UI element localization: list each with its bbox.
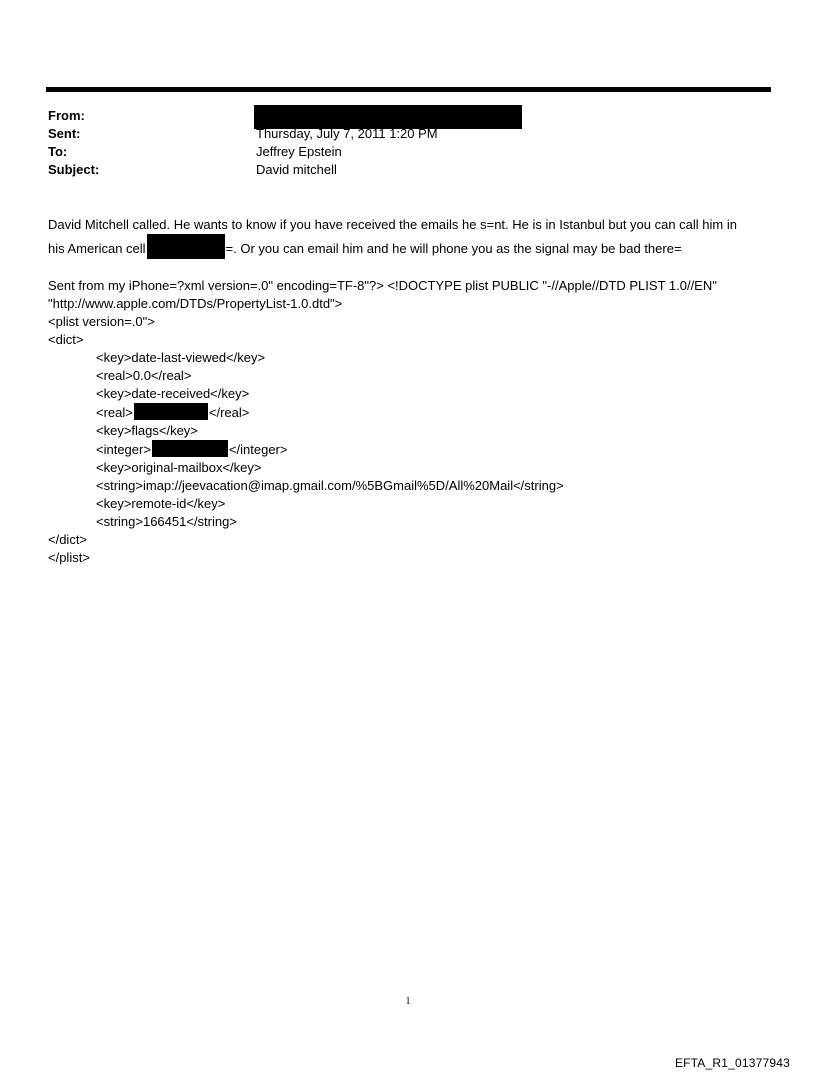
redacted-phone-number <box>147 234 225 259</box>
plist-open: <plist version=.0"> <box>48 314 155 329</box>
value-real-zero: <real>0.0</real> <box>96 368 192 383</box>
value-real-redacted <box>48 403 778 422</box>
from-label: From: <box>48 108 85 123</box>
subject-value: David mitchell <box>256 162 337 177</box>
real-open-tag: <real> <box>96 405 133 420</box>
value-mailbox: <string>imap://jeevacation@imap.gmail.com/%5BGmail%5D/All%20Mail</string> <box>96 478 564 493</box>
key-flags: <key>flags</key> <box>96 423 198 438</box>
signature-line: Sent from my iPhone=?xml version=.0" encoding=TF-8"?> <!DOCTYPE plist PUBLIC "-//Apple//DTD PLIST 1.0//EN" <box>48 278 717 293</box>
page-number: 1 <box>405 996 411 1007</box>
integer-close-tag: </integer> <box>228 442 288 457</box>
key-date-received: <key>date-received</key> <box>96 386 250 401</box>
document-id: EFTA_R1_01377943 <box>674 1056 790 1070</box>
sent-label: Sent: <box>48 126 81 141</box>
value-remote-id: <string>166451</string> <box>96 514 237 529</box>
message-line-1: David Mitchell called. He wants to know if you have received the emails he s=nt. He is in Istanbul but you can call him in <box>48 217 737 232</box>
dict-close: </dict> <box>48 532 88 547</box>
redacted-date-value <box>134 403 208 420</box>
doctype-url-line: "http://www.apple.com/DTDs/PropertyList-1.0.dtd"> <box>48 296 343 311</box>
dict-open: <dict> <box>48 332 84 347</box>
to-value: Jeffrey Epstein <box>256 144 342 159</box>
plist-close: </plist> <box>48 550 90 565</box>
header-rule <box>46 87 771 92</box>
sent-value: Thursday, July 7, 2011 1:20 PM <box>256 126 438 141</box>
message-line-2-end: =. Or you can email him and he will phone you as the signal may be bad there= <box>225 241 682 256</box>
key-original-mailbox: <key>original-mailbox</key> <box>96 460 262 475</box>
value-integer-redacted <box>48 440 778 459</box>
real-close-tag: </real> <box>208 405 250 420</box>
integer-open-tag: <integer> <box>96 442 151 457</box>
redacted-flags-value <box>152 440 228 457</box>
to-label: To: <box>48 144 68 159</box>
key-date-last-viewed: <key>date-last-viewed</key> <box>96 350 266 365</box>
email-body <box>48 216 778 567</box>
message-line-2-start: his American cell <box>48 241 146 256</box>
message-line-2 <box>48 234 778 259</box>
subject-label: Subject: <box>48 162 100 177</box>
key-remote-id: <key>remote-id</key> <box>96 496 226 511</box>
